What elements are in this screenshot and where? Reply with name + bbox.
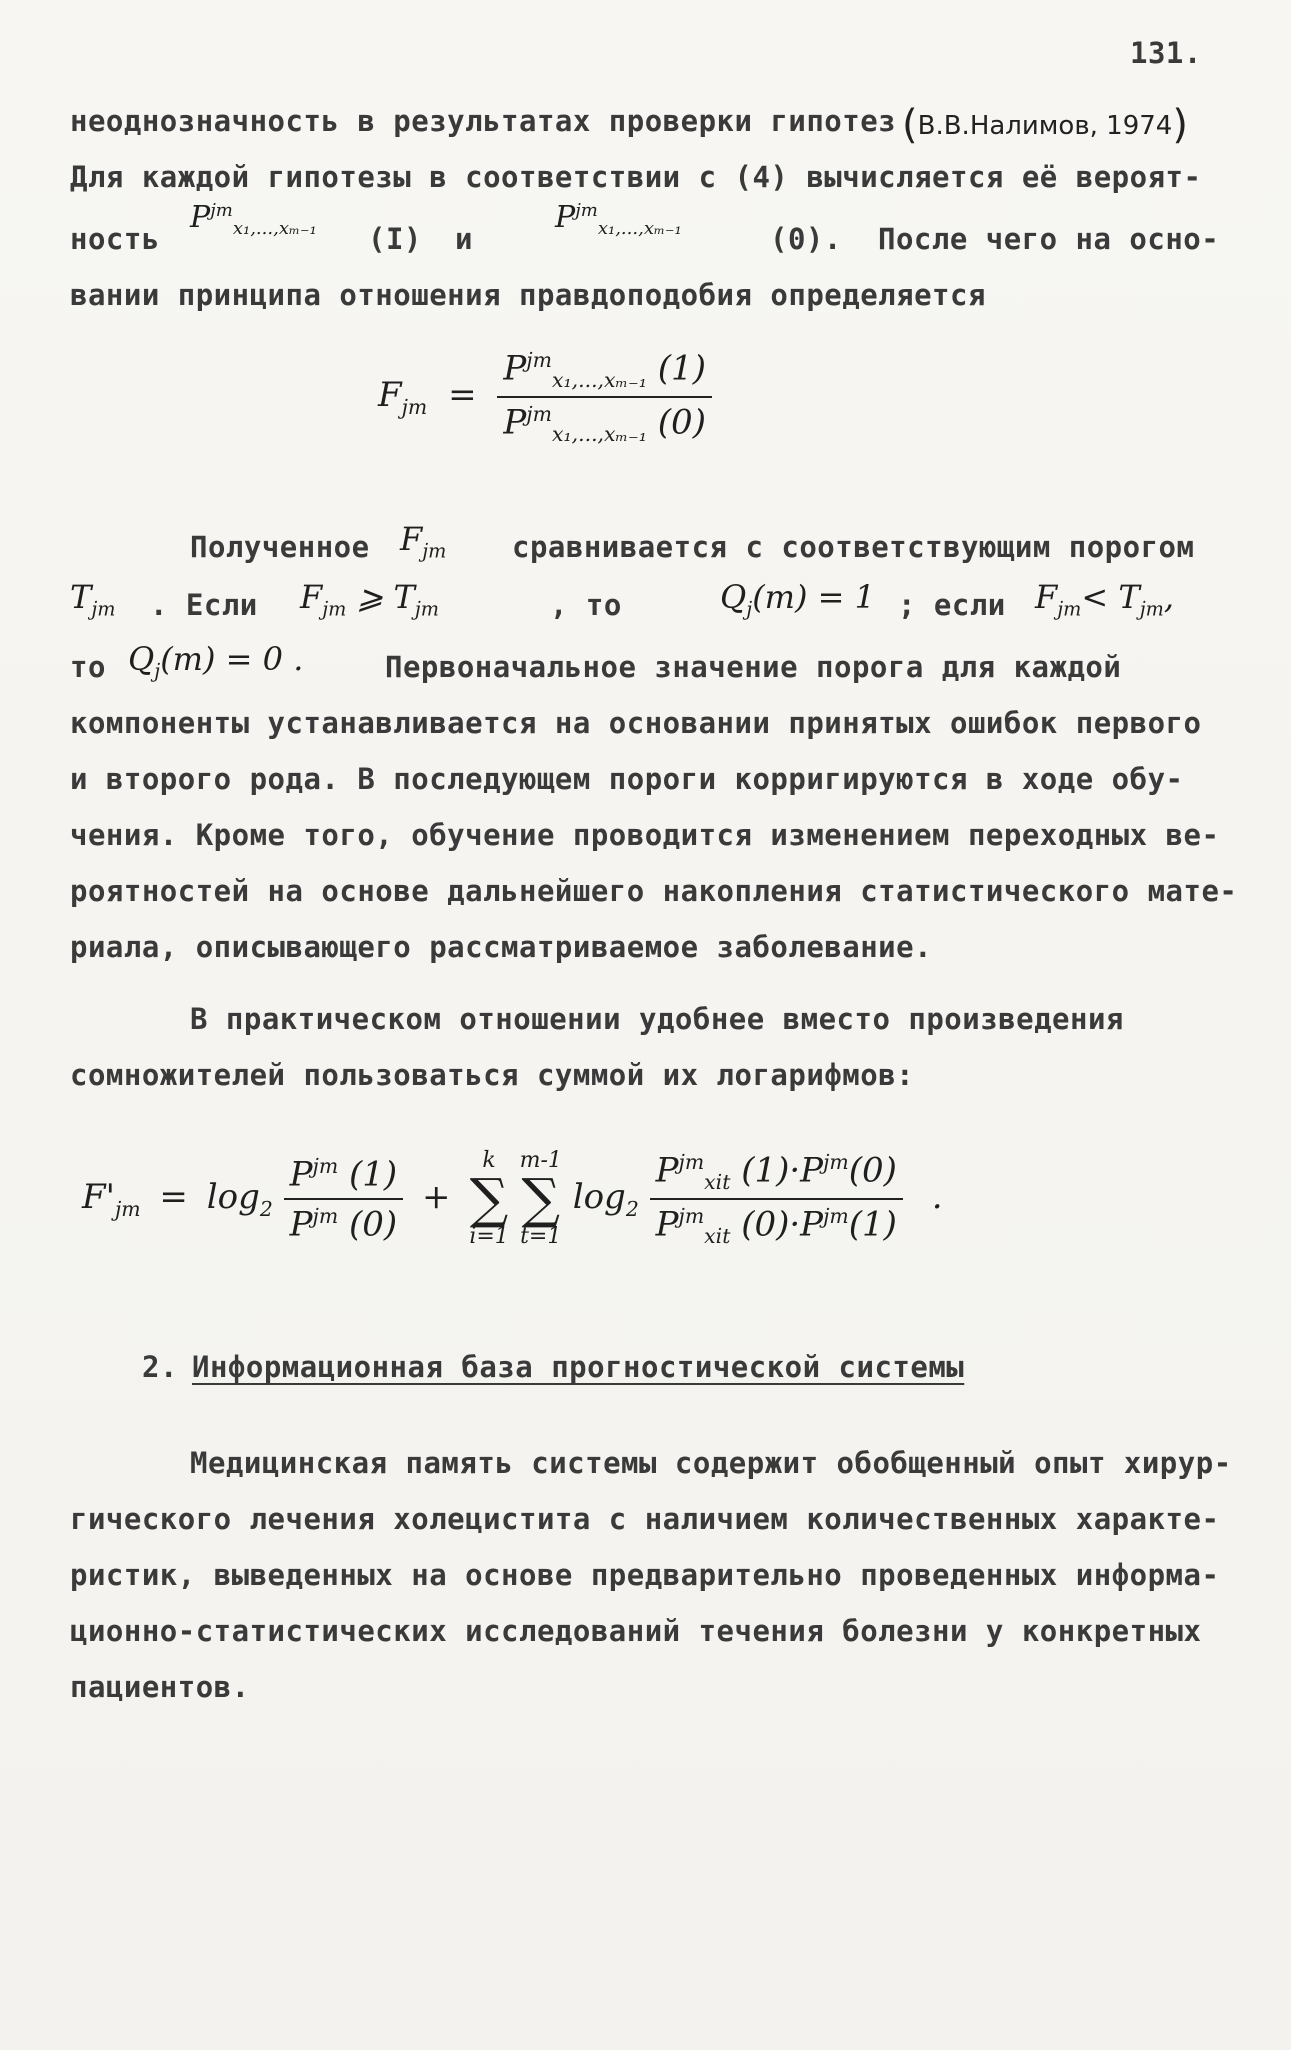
- formula-2-sum-1-bottom: i=1: [469, 1224, 509, 1250]
- formula-2-f2-num-rest: (1)·P: [741, 1150, 824, 1191]
- formula-2-log-1-text: log: [206, 1177, 260, 1218]
- formula-2-f1-den-arg: (0): [349, 1204, 398, 1245]
- formula-1-den-sup: jm: [526, 402, 552, 427]
- p2-cond-1-tsub: jm: [414, 597, 440, 621]
- page-number: 131.: [1130, 36, 1202, 70]
- formula-2-lhs: [82, 1177, 141, 1221]
- p2-line1-start: Полученное: [190, 530, 370, 564]
- p1-prob-0: [555, 200, 682, 239]
- formula-1-den-base: P: [503, 402, 527, 443]
- formula-2-log-1: [206, 1177, 273, 1221]
- formula-2-fraction-1: [284, 1154, 404, 1245]
- p2-q1-base: Q: [720, 578, 747, 616]
- citation-text: В.В.Налимов, 1974: [917, 111, 1173, 141]
- formula-1-equals: =: [448, 375, 477, 416]
- p2-tjm-1: $T_{jm}$: [70, 578, 116, 621]
- p2-line3-text: Первоначальное значение порога для каждой: [385, 650, 1122, 684]
- formula-2-sum-2-sigma: ∑: [521, 1167, 561, 1231]
- formula-2-sum-1-top: k: [482, 1148, 496, 1174]
- formula-2-lhs-sub: jm: [114, 1196, 141, 1221]
- formula-1-num-sup: jm: [526, 348, 552, 372]
- p4-line1: Медицинская память системы содержит обобщенный опыт хирур-: [190, 1446, 1232, 1480]
- formula-2-equals: =: [159, 1177, 188, 1218]
- formula-2-f1-den-sup: jm: [312, 1204, 339, 1229]
- formula-1-lhs: [378, 375, 428, 419]
- formula-1-fraction: [497, 348, 712, 446]
- formula-2-f2-num-sup2: jm: [823, 1150, 849, 1174]
- citation: [902, 102, 1188, 148]
- p2-cond-1-sub: jm: [322, 597, 347, 621]
- formula-2-f2-numerator: [650, 1150, 903, 1198]
- p3-line1: В практическом отношении удобнее вместо произведения: [190, 1002, 1124, 1036]
- formula-2-end-dot: .: [931, 1177, 943, 1218]
- p2-tjm-1-sub: jm: [91, 597, 116, 621]
- p2-line3-to: то: [70, 650, 106, 684]
- formula-2-plus: +: [422, 1177, 451, 1218]
- p1-line4: вании принципа отношения правдоподобия определяется: [70, 278, 986, 312]
- formula-1: [378, 348, 712, 446]
- formula-2: [82, 1150, 943, 1248]
- formula-2-f2-denominator: [650, 1198, 903, 1248]
- p1-prob-1-base: P: [190, 200, 211, 235]
- formula-2-f1-den-base: P: [289, 1204, 313, 1245]
- p2-cond-1-ge: ⩾ T: [356, 578, 415, 616]
- p2-line2-if: . Если: [150, 588, 258, 622]
- formula-2-f2-den-sup2: jm: [823, 1204, 849, 1229]
- p1-line3-label1: (I): [368, 222, 422, 256]
- formula-2-fraction-2: [650, 1150, 903, 1248]
- formula-2-sum-1-sigma: ∑: [469, 1167, 509, 1231]
- formula-2-f2-den-base: P: [655, 1204, 679, 1245]
- p2-cond-2-lt: < T: [1081, 578, 1140, 616]
- formula-2-f2-num-arg2: (0): [848, 1150, 897, 1191]
- formula-2-f2-num-sup: jm: [678, 1150, 705, 1174]
- formula-2-f1-num-arg: (1): [349, 1154, 398, 1195]
- formula-2-f1-num-sup: jm: [312, 1153, 339, 1178]
- formula-2-f2-den-sup: jm: [678, 1204, 705, 1229]
- section-number: 2.: [142, 1350, 178, 1384]
- p1-line3-label0: (0).: [770, 222, 842, 256]
- p2-cond-2-f: F: [1035, 578, 1058, 616]
- p4-line3: ристик, выведенных на основе предварительно проведенных информа-: [70, 1558, 1220, 1592]
- p1-prob-0-sub: x₁,...,xₘ₋₁: [597, 218, 682, 239]
- formula-2-f2-den-sub: xit: [704, 1224, 731, 1249]
- formula-2-f1-num-base: P: [289, 1154, 313, 1195]
- p2-cond-2-sub: jm: [1057, 597, 1082, 621]
- p2-line5: и второго рода. В последующем пороги корригируются в ходе обу-: [70, 762, 1184, 796]
- p2-line8: риала, описывающего рассматриваемое заболевание.: [70, 930, 933, 964]
- p1-prob-1-sub: x₁,...,xₘ₋₁: [232, 218, 317, 239]
- p1-prob-0-base: P: [555, 200, 576, 235]
- formula-1-num-arg: (1): [657, 348, 706, 389]
- formula-1-lhs-base: F: [378, 375, 402, 416]
- formula-2-f1-denominator: [284, 1198, 404, 1244]
- formula-1-num-base: P: [503, 348, 527, 389]
- formula-2-f2-den-rest: (0)·P: [741, 1204, 824, 1245]
- p2-q1: $Q_j(m) = 1$: [720, 578, 876, 621]
- formula-1-den-sub: x₁,...,xₘ₋₁: [551, 422, 647, 447]
- citation-close-paren: ): [1172, 102, 1188, 148]
- p2-q1-rest: (m) = 1: [752, 578, 876, 616]
- p2-cond-1-f: F: [300, 578, 323, 616]
- formula-2-log-2-text: log: [572, 1177, 626, 1218]
- p2-line7: роятностей на основе дальнейшего накопления статистического мате-: [70, 874, 1238, 908]
- formula-2-f1-numerator: [284, 1154, 404, 1198]
- p2-cond-1: [300, 578, 439, 620]
- p1-line3-end: После чего на осно-: [878, 222, 1220, 256]
- p2-q0: $Q_j(m) = 0$ .: [128, 640, 304, 683]
- p1-line2: Для каждой гипотезы в соответствии с (4) вычисляется её вероят-: [70, 160, 1202, 194]
- formula-2-log-1-base: 2: [259, 1196, 273, 1221]
- formula-2-sum-2: [520, 1150, 562, 1248]
- formula-2-sum-2-top: m-1: [519, 1148, 562, 1174]
- p2-line2-then: , то: [550, 588, 622, 622]
- formula-2-f2-den-arg2: (1): [848, 1204, 897, 1245]
- p2-fjm-1-sub: jm: [422, 539, 447, 563]
- formula-1-numerator: [497, 348, 712, 396]
- p2-line1-end: сравнивается с соответствующим порогом: [512, 530, 1195, 564]
- p1-prob-0-sup: jm: [575, 200, 598, 221]
- formula-2-log-2-base: 2: [625, 1196, 639, 1221]
- formula-2-sum-1: [469, 1150, 508, 1248]
- formula-2-f2-num-sub: xit: [704, 1170, 731, 1195]
- p1-prob-1-sup: jm: [210, 200, 233, 221]
- formula-2-log-2: [572, 1177, 639, 1221]
- p2-cond-2-tsub: jm: [1139, 597, 1164, 621]
- formula-1-lhs-sub: jm: [401, 394, 428, 419]
- p3-line2: сомножителей пользоваться суммой их логарифмов:: [70, 1058, 915, 1092]
- formula-2-lhs-base: F': [82, 1177, 115, 1218]
- p2-line6: чения. Кроме того, обучение проводится изменением переходных ве-: [70, 818, 1220, 852]
- formula-1-den-arg: (0): [657, 402, 706, 443]
- p2-fjm-1-base: F: [400, 520, 423, 558]
- p2-cond-2: $F_{jm}< T_{jm}$,: [1035, 578, 1175, 621]
- p4-line2: гического лечения холецистита с наличием количественных характе-: [70, 1502, 1220, 1536]
- p2-q0-rest: (m) = 0 .: [160, 640, 304, 678]
- formula-2-sum-2-bottom: t=1: [520, 1224, 562, 1250]
- p4-line4: ционно-статистических исследований течения болезни у конкретных: [70, 1614, 1202, 1648]
- formula-2-f2-num-base: P: [655, 1150, 679, 1191]
- p1-line3-start: ность: [70, 222, 160, 256]
- p1-line3-and: и: [455, 222, 473, 256]
- citation-open-paren: (: [902, 102, 918, 148]
- p1-line1: неоднозначность в результатах проверки гипотез: [70, 104, 897, 138]
- p2-line2-else: ; если: [898, 588, 1006, 622]
- p2-fjm-1: [400, 520, 446, 562]
- p1-prob-1: [190, 200, 317, 239]
- p2-line4: компоненты устанавливается на основании принятых ошибок первого: [70, 706, 1202, 740]
- section-title: Информационная база прогностической системы: [192, 1350, 965, 1384]
- formula-1-num-sub: x₁,...,xₘ₋₁: [551, 368, 647, 393]
- formula-1-denominator: [497, 396, 712, 446]
- p4-line5: пациентов.: [70, 1670, 250, 1704]
